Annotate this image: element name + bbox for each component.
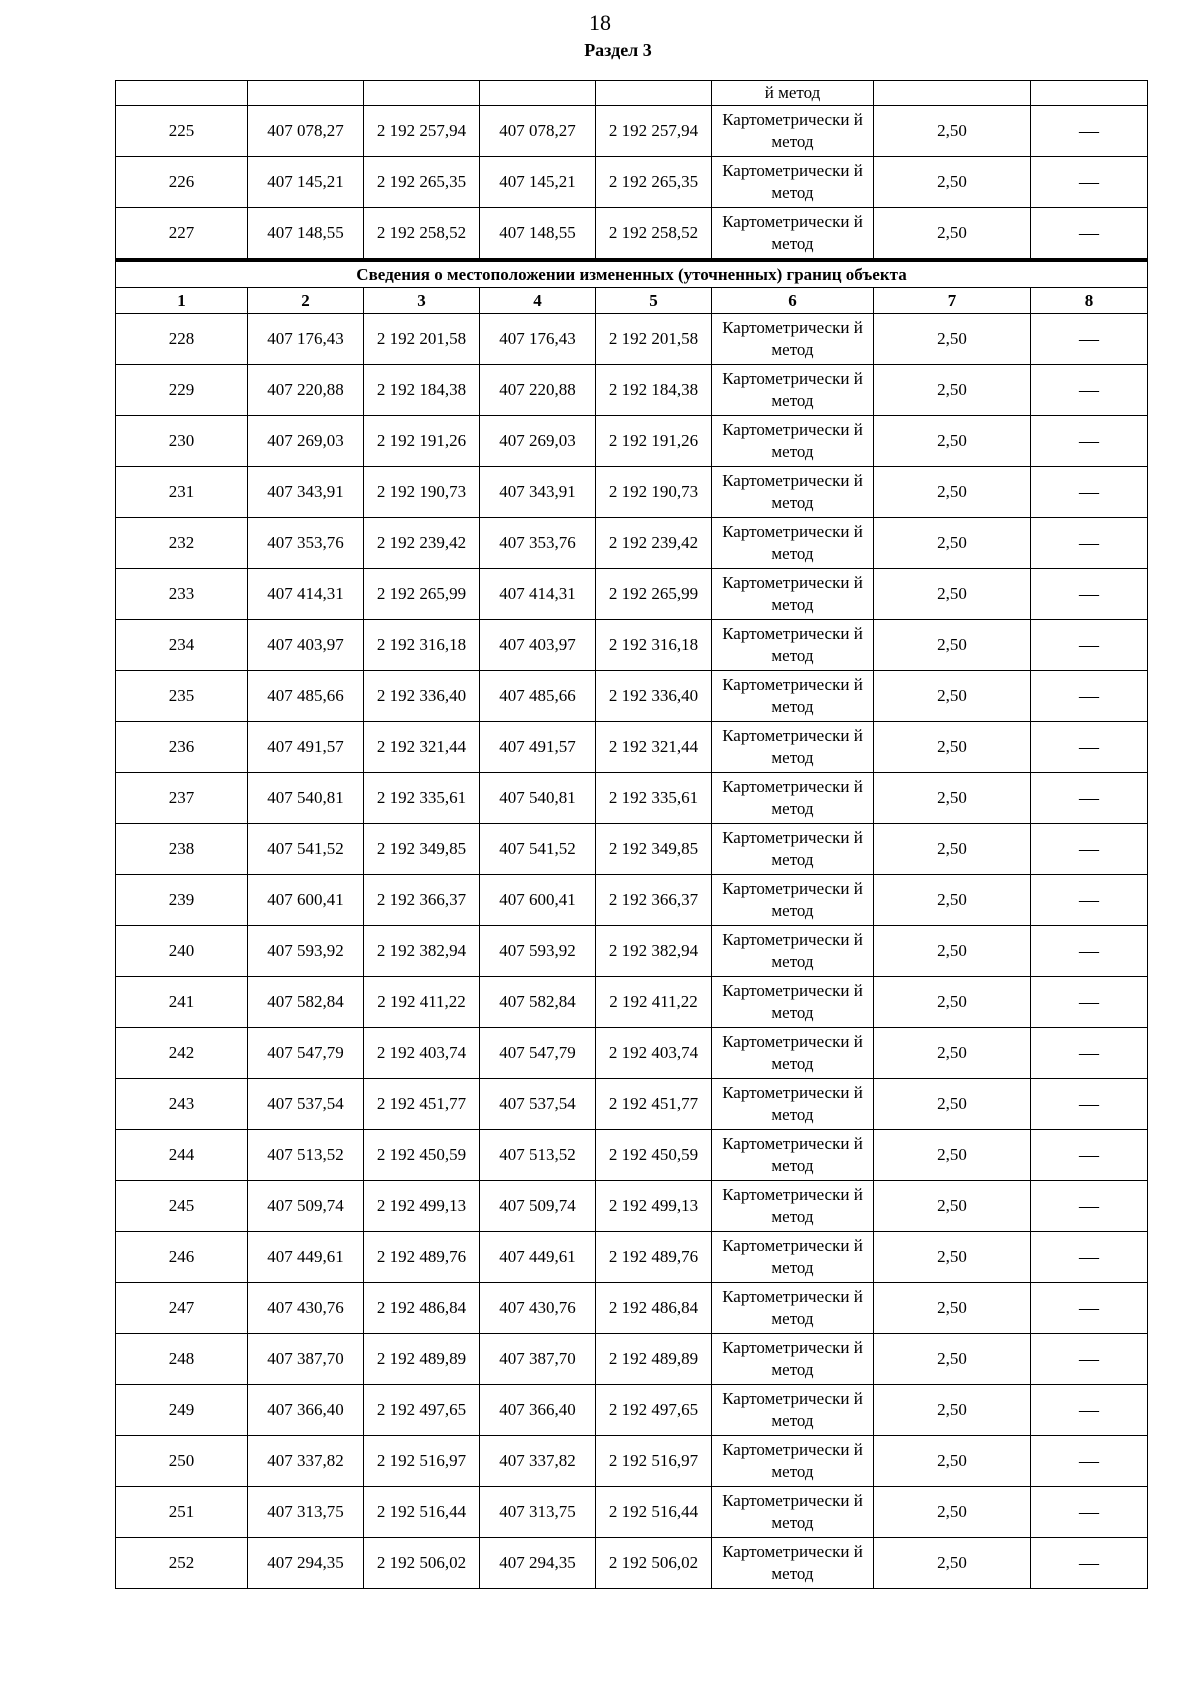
x-existing-cell: 407 509,74: [248, 1181, 364, 1232]
point-number-cell: 229: [116, 365, 248, 416]
accuracy-cell: 2,50: [874, 1283, 1031, 1334]
point-number-cell: 239: [116, 875, 248, 926]
table-row: [116, 365, 1148, 416]
y-existing-cell: 2 192 265,99: [364, 569, 480, 620]
column-number: 5: [596, 288, 712, 314]
y-existing-cell: 2 192 336,40: [364, 671, 480, 722]
x-existing-cell: 407 294,35: [248, 1538, 364, 1589]
method-cell: Картометрически й метод: [712, 1538, 874, 1589]
x-new-cell: 407 387,70: [480, 1334, 596, 1385]
table-row: [116, 106, 1148, 157]
accuracy-cell: 2,50: [874, 467, 1031, 518]
point-number-cell: 241: [116, 977, 248, 1028]
continued-method-cell: й метод: [712, 81, 874, 106]
point-number-cell: 250: [116, 1436, 248, 1487]
y-new-cell: 2 192 265,35: [596, 157, 712, 208]
point-number-cell: 228: [116, 314, 248, 365]
y-new-cell: 2 192 489,76: [596, 1232, 712, 1283]
y-existing-cell: 2 192 321,44: [364, 722, 480, 773]
y-existing-cell: 2 192 382,94: [364, 926, 480, 977]
note-cell: —: [1031, 1487, 1148, 1538]
y-existing-cell: 2 192 486,84: [364, 1283, 480, 1334]
y-existing-cell: 2 192 403,74: [364, 1028, 480, 1079]
accuracy-cell: 2,50: [874, 1436, 1031, 1487]
column-number: 4: [480, 288, 596, 314]
method-cell: Картометрически й метод: [712, 416, 874, 467]
method-cell: Картометрически й метод: [712, 314, 874, 365]
accuracy-cell: 2,50: [874, 518, 1031, 569]
table-row: [116, 926, 1148, 977]
accuracy-cell: 2,50: [874, 875, 1031, 926]
point-number-cell: 252: [116, 1538, 248, 1589]
accuracy-cell: 2,50: [874, 773, 1031, 824]
method-cell: Картометрически й метод: [712, 824, 874, 875]
y-new-cell: 2 192 403,74: [596, 1028, 712, 1079]
x-new-cell: 407 485,66: [480, 671, 596, 722]
x-existing-cell: 407 387,70: [248, 1334, 364, 1385]
accuracy-cell: 2,50: [874, 106, 1031, 157]
x-existing-cell: 407 449,61: [248, 1232, 364, 1283]
x-existing-cell: 407 313,75: [248, 1487, 364, 1538]
y-existing-cell: 2 192 506,02: [364, 1538, 480, 1589]
table-row: [116, 569, 1148, 620]
y-new-cell: 2 192 316,18: [596, 620, 712, 671]
y-existing-cell: 2 192 451,77: [364, 1079, 480, 1130]
method-cell: Картометрически й метод: [712, 1487, 874, 1538]
x-existing-cell: 407 540,81: [248, 773, 364, 824]
x-new-cell: 407 414,31: [480, 569, 596, 620]
table-row: [116, 1181, 1148, 1232]
note-cell: —: [1031, 1232, 1148, 1283]
y-existing-cell: 2 192 201,58: [364, 314, 480, 365]
point-number-cell: 237: [116, 773, 248, 824]
y-new-cell: 2 192 486,84: [596, 1283, 712, 1334]
note-cell: —: [1031, 157, 1148, 208]
accuracy-cell: 2,50: [874, 365, 1031, 416]
y-new-cell: 2 192 382,94: [596, 926, 712, 977]
point-number-cell: 236: [116, 722, 248, 773]
method-cell: Картометрически й метод: [712, 569, 874, 620]
y-new-cell: 2 192 411,22: [596, 977, 712, 1028]
note-cell: —: [1031, 1028, 1148, 1079]
method-cell: Картометрически й метод: [712, 467, 874, 518]
y-existing-cell: 2 192 489,76: [364, 1232, 480, 1283]
note-cell: —: [1031, 1283, 1148, 1334]
x-new-cell: 407 509,74: [480, 1181, 596, 1232]
x-existing-cell: 407 148,55: [248, 208, 364, 261]
y-new-cell: 2 192 321,44: [596, 722, 712, 773]
table-row: [116, 314, 1148, 365]
table-row: [116, 875, 1148, 926]
column-number: 6: [712, 288, 874, 314]
column-number: 1: [116, 288, 248, 314]
accuracy-cell: 2,50: [874, 1232, 1031, 1283]
method-cell: Картометрически й метод: [712, 1028, 874, 1079]
table-row: [116, 620, 1148, 671]
method-cell: Картометрически й метод: [712, 926, 874, 977]
x-existing-cell: 407 414,31: [248, 569, 364, 620]
method-cell: Картометрически й метод: [712, 1232, 874, 1283]
x-existing-cell: 407 078,27: [248, 106, 364, 157]
method-cell: Картометрически й метод: [712, 208, 874, 261]
accuracy-cell: 2,50: [874, 1181, 1031, 1232]
y-existing-cell: 2 192 499,13: [364, 1181, 480, 1232]
method-cell: Картометрически й метод: [712, 620, 874, 671]
x-new-cell: 407 430,76: [480, 1283, 596, 1334]
x-new-cell: 407 220,88: [480, 365, 596, 416]
accuracy-cell: 2,50: [874, 722, 1031, 773]
point-number-cell: 225: [116, 106, 248, 157]
y-new-cell: 2 192 336,40: [596, 671, 712, 722]
method-cell: Картометрически й метод: [712, 671, 874, 722]
accuracy-cell: 2,50: [874, 569, 1031, 620]
y-existing-cell: 2 192 258,52: [364, 208, 480, 261]
x-existing-cell: 407 176,43: [248, 314, 364, 365]
point-number-cell: 242: [116, 1028, 248, 1079]
point-number-cell: 232: [116, 518, 248, 569]
point-number-cell: 244: [116, 1130, 248, 1181]
x-new-cell: 407 353,76: [480, 518, 596, 569]
page-number: 18: [589, 10, 611, 35]
method-cell: Картометрически й метод: [712, 365, 874, 416]
table-row: [116, 722, 1148, 773]
x-new-cell: 407 294,35: [480, 1538, 596, 1589]
x-existing-cell: 407 541,52: [248, 824, 364, 875]
x-new-cell: 407 403,97: [480, 620, 596, 671]
y-new-cell: 2 192 239,42: [596, 518, 712, 569]
x-existing-cell: 407 513,52: [248, 1130, 364, 1181]
accuracy-cell: 2,50: [874, 1028, 1031, 1079]
accuracy-cell: 2,50: [874, 157, 1031, 208]
method-cell: Картометрически й метод: [712, 157, 874, 208]
note-cell: —: [1031, 208, 1148, 261]
note-cell: —: [1031, 365, 1148, 416]
note-cell: —: [1031, 1079, 1148, 1130]
x-new-cell: 407 491,57: [480, 722, 596, 773]
y-new-cell: 2 192 265,99: [596, 569, 712, 620]
point-number-cell: 243: [116, 1079, 248, 1130]
table-row: [116, 208, 1148, 261]
accuracy-cell: 2,50: [874, 1079, 1031, 1130]
x-new-cell: 407 337,82: [480, 1436, 596, 1487]
y-existing-cell: 2 192 497,65: [364, 1385, 480, 1436]
y-existing-cell: 2 192 411,22: [364, 977, 480, 1028]
point-number-cell: 245: [116, 1181, 248, 1232]
x-existing-cell: 407 485,66: [248, 671, 364, 722]
method-cell: Картометрически й метод: [712, 977, 874, 1028]
x-new-cell: 407 593,92: [480, 926, 596, 977]
point-number-cell: 234: [116, 620, 248, 671]
note-cell: —: [1031, 518, 1148, 569]
table-row: [116, 773, 1148, 824]
note-cell: —: [1031, 106, 1148, 157]
section-title: Раздел 3: [584, 40, 652, 60]
table-row: [116, 1079, 1148, 1130]
x-new-cell: 407 148,55: [480, 208, 596, 261]
x-existing-cell: 407 343,91: [248, 467, 364, 518]
table-row: [116, 467, 1148, 518]
x-new-cell: 407 513,52: [480, 1130, 596, 1181]
accuracy-cell: 2,50: [874, 208, 1031, 261]
y-existing-cell: 2 192 450,59: [364, 1130, 480, 1181]
accuracy-cell: 2,50: [874, 1385, 1031, 1436]
point-number-cell: 240: [116, 926, 248, 977]
x-existing-cell: 407 269,03: [248, 416, 364, 467]
section-heading-row: [116, 260, 1148, 288]
x-existing-cell: 407 353,76: [248, 518, 364, 569]
accuracy-cell: 2,50: [874, 620, 1031, 671]
method-cell: Картометрически й метод: [712, 1436, 874, 1487]
y-existing-cell: 2 192 239,42: [364, 518, 480, 569]
note-cell: —: [1031, 1334, 1148, 1385]
note-cell: —: [1031, 824, 1148, 875]
point-number-cell: 226: [116, 157, 248, 208]
table-row: [116, 1028, 1148, 1079]
note-cell: —: [1031, 671, 1148, 722]
x-new-cell: 407 547,79: [480, 1028, 596, 1079]
method-cell: Картометрически й метод: [712, 518, 874, 569]
y-new-cell: 2 192 191,26: [596, 416, 712, 467]
table-row: [116, 1283, 1148, 1334]
y-existing-cell: 2 192 335,61: [364, 773, 480, 824]
table-row: [116, 1538, 1148, 1589]
method-cell: Картометрически й метод: [712, 1283, 874, 1334]
note-cell: —: [1031, 875, 1148, 926]
method-cell: Картометрически й метод: [712, 106, 874, 157]
y-new-cell: 2 192 335,61: [596, 773, 712, 824]
note-cell: —: [1031, 569, 1148, 620]
point-number-cell: 233: [116, 569, 248, 620]
y-new-cell: 2 192 366,37: [596, 875, 712, 926]
note-cell: —: [1031, 1181, 1148, 1232]
accuracy-cell: 2,50: [874, 314, 1031, 365]
y-existing-cell: 2 192 190,73: [364, 467, 480, 518]
column-number: 2: [248, 288, 364, 314]
note-cell: —: [1031, 1385, 1148, 1436]
table-row: [116, 977, 1148, 1028]
note-cell: —: [1031, 1436, 1148, 1487]
y-existing-cell: 2 192 516,44: [364, 1487, 480, 1538]
x-new-cell: 407 343,91: [480, 467, 596, 518]
point-number-cell: 249: [116, 1385, 248, 1436]
x-new-cell: 407 540,81: [480, 773, 596, 824]
point-number-cell: 235: [116, 671, 248, 722]
note-cell: —: [1031, 416, 1148, 467]
table-row: [116, 824, 1148, 875]
method-cell: Картометрически й метод: [712, 773, 874, 824]
y-new-cell: 2 192 499,13: [596, 1181, 712, 1232]
column-number: 8: [1031, 288, 1148, 314]
note-cell: —: [1031, 314, 1148, 365]
y-existing-cell: 2 192 366,37: [364, 875, 480, 926]
y-new-cell: 2 192 257,94: [596, 106, 712, 157]
table-row: [116, 1232, 1148, 1283]
y-existing-cell: 2 192 316,18: [364, 620, 480, 671]
x-new-cell: 407 366,40: [480, 1385, 596, 1436]
x-existing-cell: 407 537,54: [248, 1079, 364, 1130]
accuracy-cell: 2,50: [874, 416, 1031, 467]
y-existing-cell: 2 192 191,26: [364, 416, 480, 467]
y-new-cell: 2 192 349,85: [596, 824, 712, 875]
x-existing-cell: 407 366,40: [248, 1385, 364, 1436]
y-new-cell: 2 192 450,59: [596, 1130, 712, 1181]
x-new-cell: 407 313,75: [480, 1487, 596, 1538]
x-new-cell: 407 449,61: [480, 1232, 596, 1283]
x-existing-cell: 407 600,41: [248, 875, 364, 926]
accuracy-cell: 2,50: [874, 824, 1031, 875]
method-cell: Картометрически й метод: [712, 1334, 874, 1385]
table-row: [116, 671, 1148, 722]
section-heading: Сведения о местоположении измененных (уточненных) границ объекта: [116, 260, 1148, 288]
accuracy-cell: 2,50: [874, 671, 1031, 722]
point-number-cell: 248: [116, 1334, 248, 1385]
x-existing-cell: 407 145,21: [248, 157, 364, 208]
x-existing-cell: 407 220,88: [248, 365, 364, 416]
y-new-cell: 2 192 184,38: [596, 365, 712, 416]
x-existing-cell: 407 593,92: [248, 926, 364, 977]
method-cell: Картометрически й метод: [712, 1130, 874, 1181]
y-existing-cell: 2 192 184,38: [364, 365, 480, 416]
x-existing-cell: 407 403,97: [248, 620, 364, 671]
x-new-cell: 407 541,52: [480, 824, 596, 875]
note-cell: —: [1031, 1130, 1148, 1181]
continued-row: [116, 81, 1148, 106]
accuracy-cell: 2,50: [874, 1487, 1031, 1538]
point-number-cell: 251: [116, 1487, 248, 1538]
note-cell: —: [1031, 977, 1148, 1028]
x-new-cell: 407 145,21: [480, 157, 596, 208]
table-row: [116, 416, 1148, 467]
point-number-cell: 238: [116, 824, 248, 875]
x-new-cell: 407 078,27: [480, 106, 596, 157]
y-new-cell: 2 192 516,44: [596, 1487, 712, 1538]
table-row: [116, 1385, 1148, 1436]
accuracy-cell: 2,50: [874, 1334, 1031, 1385]
table-row: [116, 1487, 1148, 1538]
point-number-cell: 231: [116, 467, 248, 518]
point-number-cell: 247: [116, 1283, 248, 1334]
table-row: [116, 518, 1148, 569]
method-cell: Картометрически й метод: [712, 1385, 874, 1436]
y-new-cell: 2 192 489,89: [596, 1334, 712, 1385]
table-row: [116, 1130, 1148, 1181]
point-number-cell: 230: [116, 416, 248, 467]
method-cell: Картометрически й метод: [712, 1181, 874, 1232]
column-number: 3: [364, 288, 480, 314]
table-row: [116, 1334, 1148, 1385]
accuracy-cell: 2,50: [874, 977, 1031, 1028]
x-existing-cell: 407 582,84: [248, 977, 364, 1028]
coordinates-table: [115, 80, 1148, 1589]
note-cell: —: [1031, 1538, 1148, 1589]
x-existing-cell: 407 337,82: [248, 1436, 364, 1487]
y-new-cell: 2 192 258,52: [596, 208, 712, 261]
column-numbers-row: [116, 288, 1148, 314]
x-new-cell: 407 600,41: [480, 875, 596, 926]
point-number-cell: 246: [116, 1232, 248, 1283]
y-new-cell: 2 192 190,73: [596, 467, 712, 518]
note-cell: —: [1031, 773, 1148, 824]
x-existing-cell: 407 430,76: [248, 1283, 364, 1334]
x-new-cell: 407 176,43: [480, 314, 596, 365]
accuracy-cell: 2,50: [874, 1130, 1031, 1181]
note-cell: —: [1031, 926, 1148, 977]
table-row: [116, 1436, 1148, 1487]
table-row: [116, 157, 1148, 208]
y-existing-cell: 2 192 257,94: [364, 106, 480, 157]
y-new-cell: 2 192 451,77: [596, 1079, 712, 1130]
method-cell: Картометрически й метод: [712, 1079, 874, 1130]
method-cell: Картометрически й метод: [712, 875, 874, 926]
x-new-cell: 407 537,54: [480, 1079, 596, 1130]
note-cell: —: [1031, 722, 1148, 773]
y-new-cell: 2 192 506,02: [596, 1538, 712, 1589]
y-existing-cell: 2 192 516,97: [364, 1436, 480, 1487]
y-existing-cell: 2 192 265,35: [364, 157, 480, 208]
method-cell: Картометрически й метод: [712, 722, 874, 773]
x-existing-cell: 407 491,57: [248, 722, 364, 773]
point-number-cell: 227: [116, 208, 248, 261]
x-existing-cell: 407 547,79: [248, 1028, 364, 1079]
column-number: 7: [874, 288, 1031, 314]
y-new-cell: 2 192 497,65: [596, 1385, 712, 1436]
accuracy-cell: 2,50: [874, 1538, 1031, 1589]
note-cell: —: [1031, 467, 1148, 518]
accuracy-cell: 2,50: [874, 926, 1031, 977]
y-new-cell: 2 192 516,97: [596, 1436, 712, 1487]
x-new-cell: 407 582,84: [480, 977, 596, 1028]
x-new-cell: 407 269,03: [480, 416, 596, 467]
y-existing-cell: 2 192 349,85: [364, 824, 480, 875]
note-cell: —: [1031, 620, 1148, 671]
y-existing-cell: 2 192 489,89: [364, 1334, 480, 1385]
y-new-cell: 2 192 201,58: [596, 314, 712, 365]
